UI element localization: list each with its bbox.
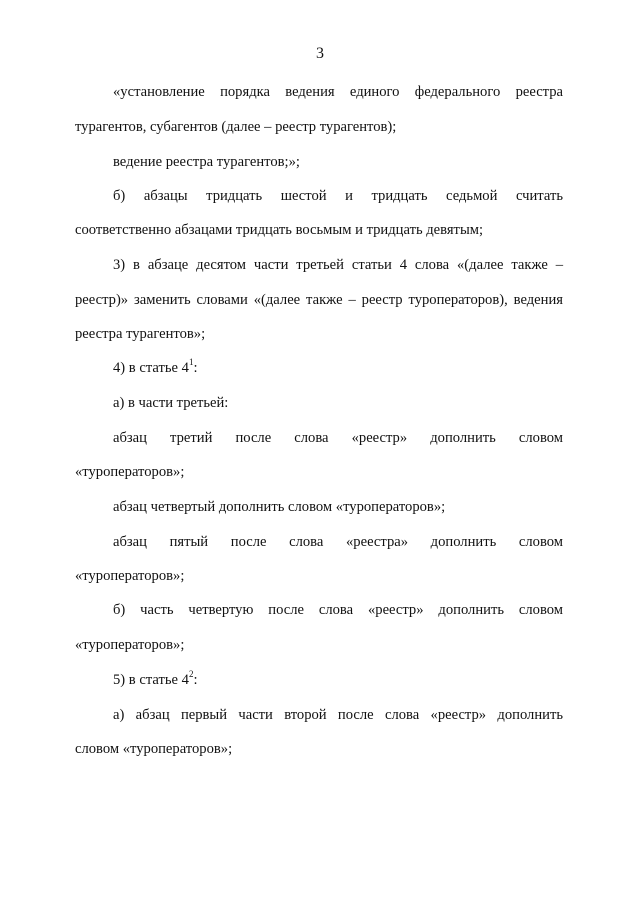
article-heading	[113, 670, 198, 690]
paragraph-line: а) в части третьей:	[113, 395, 229, 411]
paragraph-line: «туроператоров»;	[75, 637, 185, 653]
paragraph-line: «туроператоров»;	[75, 464, 185, 480]
paragraph-line: б) часть четвертую после слова «реестр» дополнить словом	[113, 602, 563, 618]
article-heading-suffix: :	[193, 672, 198, 688]
paragraph-line: «туроператоров»;	[75, 568, 185, 584]
article-superscript: 2	[188, 669, 194, 680]
paragraph-line: соответственно абзацами тридцать восьмым и тридцать девятым;	[75, 222, 484, 238]
paragraph-line: словом «туроператоров»;	[75, 741, 233, 757]
paragraph-line: абзац пятый после слова «реестра» дополнить словом	[113, 534, 563, 550]
paragraph-line: абзац четвертый дополнить словом «туроператоров»;	[113, 499, 446, 515]
paragraph-line: реестр)» заменить словами «(далее также – реестр туроператоров), ведения	[75, 292, 563, 308]
paragraph-line: реестра турагентов»;	[75, 326, 206, 342]
paragraph-line: абзац третий после слова «реестр» дополнить словом	[113, 430, 563, 446]
article-heading-suffix: :	[193, 360, 198, 376]
paragraph-line: б) абзацы тридцать шестой и тридцать седьмой считать	[113, 188, 563, 204]
article-heading-text: 4) в статье 4	[113, 360, 189, 376]
paragraph-line: турагентов, субагентов (далее – реестр турагентов);	[75, 119, 397, 135]
paragraph-line: 3) в абзаце десятом части третьей статьи 4 слова «(далее также –	[113, 257, 563, 273]
article-heading-text: 5) в статье 4	[113, 672, 189, 688]
paragraph-line: «установление порядка ведения единого федерального реестра	[113, 84, 563, 100]
article-superscript: 1	[188, 357, 194, 368]
paragraph-line: ведение реестра турагентов;»;	[113, 154, 300, 170]
paragraph-line: а) абзац первый части второй после слова «реестр» дополнить	[113, 707, 563, 723]
article-heading	[113, 358, 198, 378]
page-number: 3	[316, 45, 324, 62]
